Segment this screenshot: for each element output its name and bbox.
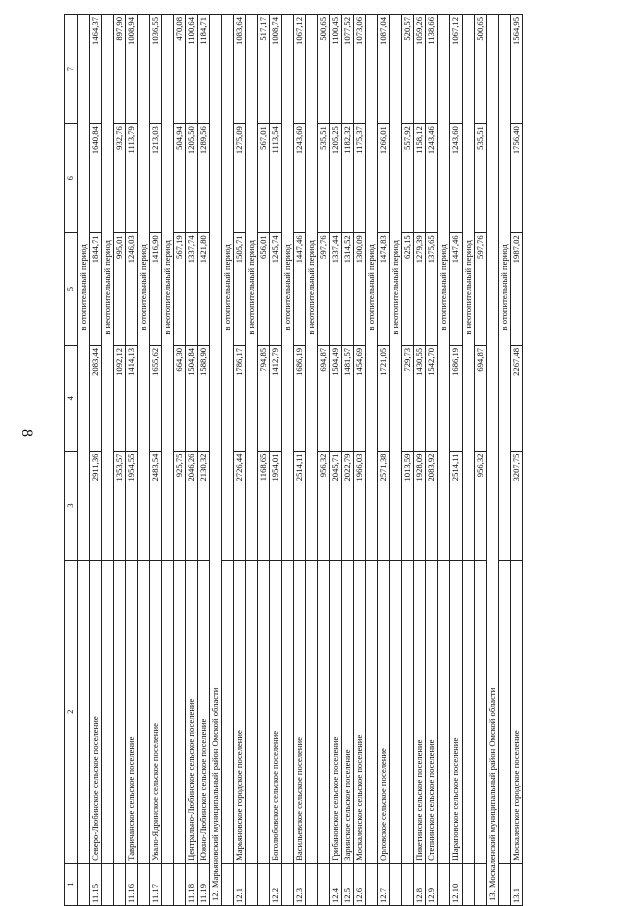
table-row xyxy=(198,15,210,906)
tariff-value-col3: 2911,36 xyxy=(90,451,102,560)
period-spacer-cell xyxy=(246,863,258,905)
tariff-value-col5: 1421,80 xyxy=(198,233,210,346)
settlement-name: Южно-Любинское сельское поселение xyxy=(198,560,210,863)
period-label: в неотопительный период xyxy=(390,15,402,561)
period-row xyxy=(138,15,150,906)
table-body xyxy=(78,15,523,906)
period-spacer-cell xyxy=(162,560,174,863)
tariff-value-col5: 1987,02 xyxy=(510,233,522,346)
table-row xyxy=(90,15,102,906)
row-code: 12.1 xyxy=(234,863,246,905)
period-spacer-cell xyxy=(390,560,402,863)
period-row xyxy=(390,15,402,906)
settlement-name: Северо-Любинское сельское поселение xyxy=(90,560,102,863)
period-spacer-cell xyxy=(102,560,114,863)
tariff-value-col6: 1113,54 xyxy=(270,124,282,233)
table-row xyxy=(234,15,246,906)
tariff-value-col6: 1243,60 xyxy=(294,124,306,233)
tariff-value-col4: 1454,69 xyxy=(354,345,366,451)
tariff-value-col6: 535,51 xyxy=(318,124,330,233)
tariff-value-col3: 1168,65 xyxy=(258,451,270,560)
table-row xyxy=(414,15,426,906)
tariff-value-col4: 1414,13 xyxy=(126,345,138,451)
tariff-value-col6: 557,92 xyxy=(402,124,414,233)
column-header-row xyxy=(65,15,78,906)
tariff-value-col7: 520,57 xyxy=(402,15,414,124)
tariff-value-col7: 1564,95 xyxy=(510,15,522,124)
period-spacer-cell xyxy=(462,863,474,905)
tariff-value-col5: 1300,09 xyxy=(354,233,366,346)
period-label: в неотопительный период xyxy=(102,15,114,561)
tariff-value-col5: 1447,46 xyxy=(294,233,306,346)
tariff-value-col7: 1184,71 xyxy=(198,15,210,124)
column-header-4: 4 xyxy=(65,345,78,451)
tariff-value-col6: 1175,37 xyxy=(354,124,366,233)
settlement-name: Центрально-Любинское сельское поселение xyxy=(186,560,198,863)
tariff-value-col6: 1266,01 xyxy=(378,124,390,233)
tariff-value-col6: 1275,09 xyxy=(234,124,246,233)
settlement-name: Заринское сельское поселение xyxy=(342,560,354,863)
section-title: 12. Марьяновский муниципальный район Омской области xyxy=(210,15,222,906)
period-spacer-cell xyxy=(438,560,450,863)
row-code: 11.15 xyxy=(90,863,102,905)
settlement-name: Орловское сельское поселение xyxy=(378,560,390,863)
period-spacer-cell xyxy=(282,560,294,863)
period-spacer-cell xyxy=(78,560,90,863)
table-row xyxy=(126,15,138,906)
tariff-value-col6: 932,76 xyxy=(114,124,126,233)
table-row xyxy=(150,15,162,906)
tariff-value-col4: 1588,90 xyxy=(198,345,210,451)
period-spacer-cell xyxy=(246,560,258,863)
row-code: 12.4 xyxy=(330,863,342,905)
tariff-table-sheet xyxy=(64,14,592,906)
tariff-value-col3: 1353,57 xyxy=(114,451,126,560)
row-code xyxy=(318,863,330,905)
tariff-value-col6: 1243,46 xyxy=(426,124,438,233)
tariff-value-col3: 2046,26 xyxy=(186,451,198,560)
section-row xyxy=(486,15,498,906)
period-row xyxy=(162,15,174,906)
tariff-value-col3: 3207,75 xyxy=(510,451,522,560)
row-code: 12.2 xyxy=(270,863,282,905)
period-spacer-cell xyxy=(222,560,234,863)
tariff-value-col6: 1205,50 xyxy=(186,124,198,233)
table-row xyxy=(186,15,198,906)
tariff-value-col5: 1416,90 xyxy=(150,233,162,346)
tariff-value-col3: 2483,54 xyxy=(150,451,162,560)
tariff-value-col3: 1966,03 xyxy=(354,451,366,560)
table-row xyxy=(342,15,354,906)
tariff-value-col5: 1844,71 xyxy=(90,233,102,346)
tariff-value-col7: 1100,45 xyxy=(330,15,342,124)
period-spacer-cell xyxy=(222,863,234,905)
row-code: 12.7 xyxy=(378,863,390,905)
tariff-value-col3: 2045,71 xyxy=(330,451,342,560)
period-label: в отопительный период xyxy=(222,15,234,561)
tariff-value-col7: 1073,06 xyxy=(354,15,366,124)
tariff-value-col7: 517,17 xyxy=(258,15,270,124)
table-row xyxy=(270,15,282,906)
tariff-value-col7: 500,65 xyxy=(474,15,486,124)
row-code: 12.3 xyxy=(294,863,306,905)
period-spacer-cell xyxy=(366,863,378,905)
tariff-value-col4: 1481,57 xyxy=(342,345,354,451)
table-row xyxy=(378,15,390,906)
period-label: в неотопительный период xyxy=(162,15,174,561)
tariff-value-col6: 1205,25 xyxy=(330,124,342,233)
tariff-table xyxy=(64,14,523,906)
tariff-value-col7: 1077,52 xyxy=(342,15,354,124)
tariff-value-col4: 694,87 xyxy=(474,345,486,451)
tariff-value-col7: 1067,12 xyxy=(294,15,306,124)
tariff-value-col3: 1954,01 xyxy=(270,451,282,560)
table-row xyxy=(510,15,522,906)
period-spacer-cell xyxy=(102,863,114,905)
tariff-value-col6: 1113,79 xyxy=(126,124,138,233)
table-row xyxy=(174,15,186,906)
period-row xyxy=(462,15,474,906)
table-row xyxy=(258,15,270,906)
period-spacer-cell xyxy=(282,863,294,905)
tariff-value-col3: 956,32 xyxy=(318,451,330,560)
tariff-value-col3: 2514,11 xyxy=(450,451,462,560)
row-code: 11.18 xyxy=(186,863,198,905)
table-row xyxy=(354,15,366,906)
period-spacer-cell xyxy=(138,560,150,863)
tariff-value-col4: 1542,70 xyxy=(426,345,438,451)
tariff-value-col5: 1375,65 xyxy=(426,233,438,346)
tariff-value-col4: 1430,55 xyxy=(414,345,426,451)
tariff-value-col4: 794,85 xyxy=(258,345,270,451)
tariff-value-col5: 1337,44 xyxy=(330,233,342,346)
period-label: в отопительный период xyxy=(366,15,378,561)
row-code: 12.6 xyxy=(354,863,366,905)
tariff-value-col3: 2022,79 xyxy=(342,451,354,560)
tariff-value-col5: 625,15 xyxy=(402,233,414,346)
column-header-7: 7 xyxy=(65,15,78,124)
row-code: 13.1 xyxy=(510,863,522,905)
tariff-value-col4: 2267,48 xyxy=(510,345,522,451)
settlement-name: Увало-Ядринское сельское поселение xyxy=(150,560,162,863)
period-row xyxy=(498,15,510,906)
row-code: 12.5 xyxy=(342,863,354,905)
table-row xyxy=(114,15,126,906)
settlement-name: Боголюбовское сельское поселение xyxy=(270,560,282,863)
period-row xyxy=(222,15,234,906)
tariff-value-col7: 1083,64 xyxy=(234,15,246,124)
row-code: 12.9 xyxy=(426,863,438,905)
tariff-value-col3: 2571,38 xyxy=(378,451,390,560)
settlement-name: Марьяновское городское поселение xyxy=(234,560,246,863)
tariff-value-col5: 1474,83 xyxy=(378,233,390,346)
row-code xyxy=(174,863,186,905)
column-header-2: 2 xyxy=(65,560,78,863)
page-number: 8 xyxy=(18,429,35,437)
tariff-value-col7: 897,90 xyxy=(114,15,126,124)
settlement-name xyxy=(318,560,330,863)
tariff-value-col6: 1756,40 xyxy=(510,124,522,233)
tariff-value-col3: 1954,55 xyxy=(126,451,138,560)
period-row xyxy=(306,15,318,906)
tariff-value-col4: 694,87 xyxy=(318,345,330,451)
table-row xyxy=(330,15,342,906)
period-label: в неотопительный период xyxy=(462,15,474,561)
tariff-value-col6: 1213,03 xyxy=(150,124,162,233)
tariff-value-col7: 1464,37 xyxy=(90,15,102,124)
tariff-value-col4: 1092,12 xyxy=(114,345,126,451)
period-spacer-cell xyxy=(366,560,378,863)
tariff-value-col3: 2083,92 xyxy=(426,451,438,560)
period-row xyxy=(438,15,450,906)
tariff-value-col5: 1505,71 xyxy=(234,233,246,346)
column-header-3: 3 xyxy=(65,451,78,560)
row-code: 11.19 xyxy=(198,863,210,905)
period-label: в неотопительный период xyxy=(246,15,258,561)
period-label: в неотопительный период xyxy=(306,15,318,561)
period-spacer-cell xyxy=(78,863,90,905)
tariff-value-col3: 925,75 xyxy=(174,451,186,560)
tariff-value-col5: 1337,74 xyxy=(186,233,198,346)
tariff-value-col4: 1504,49 xyxy=(330,345,342,451)
row-code xyxy=(114,863,126,905)
tariff-value-col3: 2726,44 xyxy=(234,451,246,560)
period-label: в отопительный период xyxy=(78,15,90,561)
tariff-value-col7: 1059,26 xyxy=(414,15,426,124)
tariff-value-col7: 1036,55 xyxy=(150,15,162,124)
settlement-name xyxy=(114,560,126,863)
tariff-value-col5: 1279,39 xyxy=(414,233,426,346)
table-row xyxy=(294,15,306,906)
tariff-value-col6: 1289,56 xyxy=(198,124,210,233)
period-row xyxy=(78,15,90,906)
tariff-value-col3: 1928,09 xyxy=(414,451,426,560)
tariff-value-col5: 597,76 xyxy=(318,233,330,346)
period-spacer-cell xyxy=(306,560,318,863)
tariff-value-col7: 1100,64 xyxy=(186,15,198,124)
tariff-value-col3: 2514,11 xyxy=(294,451,306,560)
tariff-value-col4: 729,73 xyxy=(402,345,414,451)
row-code xyxy=(402,863,414,905)
settlement-name xyxy=(258,560,270,863)
period-spacer-cell xyxy=(462,560,474,863)
tariff-value-col5: 597,76 xyxy=(474,233,486,346)
table-row xyxy=(426,15,438,906)
section-title: 13. Москаленский муниципальный район Омской области xyxy=(486,15,498,906)
period-spacer-cell xyxy=(498,560,510,863)
table-row xyxy=(402,15,414,906)
tariff-value-col3: 956,32 xyxy=(474,451,486,560)
tariff-value-col6: 535,51 xyxy=(474,124,486,233)
table-row xyxy=(318,15,330,906)
row-code: 11.17 xyxy=(150,863,162,905)
period-label: в отопительный период xyxy=(498,15,510,561)
row-code xyxy=(474,863,486,905)
tariff-value-col4: 1504,84 xyxy=(186,345,198,451)
tariff-value-col6: 504,94 xyxy=(174,124,186,233)
period-spacer-cell xyxy=(306,863,318,905)
settlement-name: Шараповское сельское поселение xyxy=(450,560,462,863)
tariff-value-col7: 1008,94 xyxy=(126,15,138,124)
settlement-name: Пикетинское сельское поселение xyxy=(414,560,426,863)
settlement-name: Тавричанское сельское поселение xyxy=(126,560,138,863)
tariff-value-col7: 1138,66 xyxy=(426,15,438,124)
tariff-value-col4: 1686,19 xyxy=(450,345,462,451)
period-label: в отопительный период xyxy=(138,15,150,561)
column-header-1: 1 xyxy=(65,863,78,905)
tariff-value-col6: 1243,60 xyxy=(450,124,462,233)
settlement-name: Васильевское сельское поселение xyxy=(294,560,306,863)
settlement-name xyxy=(402,560,414,863)
period-label: в отопительный период xyxy=(438,15,450,561)
row-code: 12.10 xyxy=(450,863,462,905)
period-spacer-cell xyxy=(162,863,174,905)
tariff-value-col5: 1314,52 xyxy=(342,233,354,346)
tariff-value-col4: 1412,79 xyxy=(270,345,282,451)
settlement-name: Степнинское сельское поселение xyxy=(426,560,438,863)
settlement-name: Грибановское сельское поселение xyxy=(330,560,342,863)
tariff-value-col4: 2083,44 xyxy=(90,345,102,451)
table-row xyxy=(474,15,486,906)
table-row xyxy=(450,15,462,906)
settlement-name xyxy=(174,560,186,863)
tariff-value-col7: 500,65 xyxy=(318,15,330,124)
period-spacer-cell xyxy=(138,863,150,905)
tariff-value-col5: 567,19 xyxy=(174,233,186,346)
period-row xyxy=(246,15,258,906)
period-row xyxy=(282,15,294,906)
tariff-value-col5: 1246,03 xyxy=(126,233,138,346)
period-spacer-cell xyxy=(438,863,450,905)
tariff-value-col5: 995,01 xyxy=(114,233,126,346)
tariff-value-col7: 1087,04 xyxy=(378,15,390,124)
period-spacer-cell xyxy=(498,863,510,905)
column-header-5: 5 xyxy=(65,233,78,346)
tariff-value-col4: 1786,17 xyxy=(234,345,246,451)
settlement-name: Москаленское городское поселение xyxy=(510,560,522,863)
row-code: 12.8 xyxy=(414,863,426,905)
tariff-value-col6: 1158,12 xyxy=(414,124,426,233)
tariff-value-col7: 470,08 xyxy=(174,15,186,124)
tariff-value-col6: 1640,84 xyxy=(90,124,102,233)
tariff-value-col6: 1182,32 xyxy=(342,124,354,233)
tariff-value-col4: 1721,05 xyxy=(378,345,390,451)
settlement-name xyxy=(474,560,486,863)
section-row xyxy=(210,15,222,906)
tariff-value-col3: 1013,59 xyxy=(402,451,414,560)
tariff-value-col4: 1686,19 xyxy=(294,345,306,451)
tariff-value-col6: 567,01 xyxy=(258,124,270,233)
tariff-value-col4: 1655,62 xyxy=(150,345,162,451)
tariff-value-col4: 664,30 xyxy=(174,345,186,451)
settlement-name: Москаленское сельское поселение xyxy=(354,560,366,863)
tariff-value-col5: 656,01 xyxy=(258,233,270,346)
period-row xyxy=(366,15,378,906)
period-row xyxy=(102,15,114,906)
period-spacer-cell xyxy=(390,863,402,905)
tariff-value-col5: 1245,74 xyxy=(270,233,282,346)
row-code: 11.16 xyxy=(126,863,138,905)
tariff-value-col5: 1447,46 xyxy=(450,233,462,346)
tariff-value-col7: 1008,74 xyxy=(270,15,282,124)
column-header-6: 6 xyxy=(65,124,78,233)
tariff-value-col3: 2130,32 xyxy=(198,451,210,560)
tariff-value-col7: 1067,12 xyxy=(450,15,462,124)
period-label: в отопительный период xyxy=(282,15,294,561)
row-code xyxy=(258,863,270,905)
